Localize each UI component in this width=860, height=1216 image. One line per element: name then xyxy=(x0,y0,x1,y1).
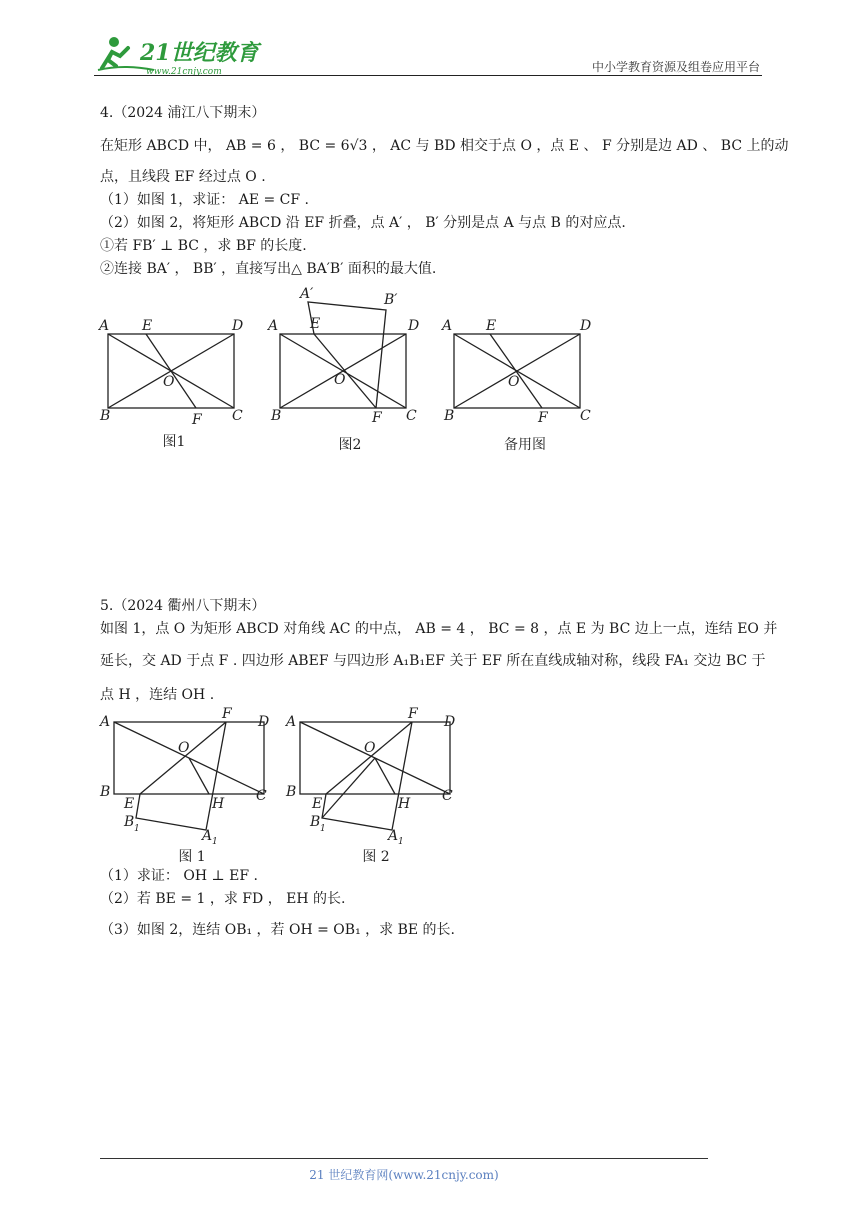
q5-fig2-label-d: D xyxy=(444,714,456,730)
q5-title: 5.（2024 衢州八下期末） xyxy=(100,598,266,614)
q5-fig1-label-e: E xyxy=(124,796,135,812)
fig1-label-f: F xyxy=(192,412,202,427)
q5-fig1-label-h: H xyxy=(212,796,225,812)
q4-line2: 点，且线段 EF 经过点 O . xyxy=(100,169,266,185)
q5-fig2-label-a: A xyxy=(286,714,297,730)
q5-fig1-label-b: B xyxy=(100,784,111,800)
q4-figures xyxy=(96,282,606,427)
q5-fig1-segment-ef xyxy=(140,722,226,794)
q4-fig3-caption: 备用图 xyxy=(504,437,546,453)
q5-fig1-label-a: A xyxy=(100,714,111,730)
q4-line1: 在矩形 ABCD 中， AB = 6 ， BC = 6√3 ， AC 与 BD 相交于点 O ，点 E 、 F 分别是边 AD 、 BC 上的动 xyxy=(100,138,789,154)
fig2-label-e: E xyxy=(310,316,321,332)
fig1-label-d: D xyxy=(232,318,244,334)
q5-figures xyxy=(96,704,476,844)
fig1-label-o: O xyxy=(163,374,175,390)
q5-fig1-label-a1: A xyxy=(202,828,213,844)
q5-line1: 如图 1，点 O 为矩形 ABCD 对角线 AC 的中点， AB = 4 ， BC = 8 ，点 E 为 BC 边上一点，连结 EO 并 xyxy=(100,621,778,637)
q5-fig2-caption: 图 2 xyxy=(362,849,390,865)
fig3-segment-ef xyxy=(490,334,542,408)
fig2-label-d: D xyxy=(408,318,420,334)
q5-line3: 点 H ，连结 OH . xyxy=(100,687,215,703)
fig3-label-c: C xyxy=(580,408,591,424)
fig3-label-a: A xyxy=(442,318,453,334)
q4-sub1: ①若 FB′ ⊥ BC ，求 BF 的长度. xyxy=(100,238,307,254)
q4-sub2: ②连接 BA′ ， BB′ ，直接写出△ BA′B′ 面积的最大值. xyxy=(100,261,437,277)
q4-fig2-caption: 图2 xyxy=(338,437,362,453)
q5-fig2-label-f: F xyxy=(408,706,418,722)
header-platform-text: 中小学教育资源及组卷应用平台 xyxy=(591,60,760,74)
q5-part3: （3）如图 2，连结 OB₁ ，若 OH = OB₁ ，求 BE 的长. xyxy=(100,922,455,938)
fig1-label-a: A xyxy=(99,318,110,334)
fig3-label-f: F xyxy=(538,410,548,426)
fig1-label-c: C xyxy=(232,408,243,424)
fig2-label-c: C xyxy=(406,408,417,424)
q5-fig1-label-f: F xyxy=(222,706,232,722)
q4-part2: （2）如图 2，将矩形 ABCD 沿 EF 折叠，点 A′ ， B′ 分别是点 A 与点 B 的对应点. xyxy=(100,215,626,231)
q5-fig2-label-a1-sub: 1 xyxy=(398,837,404,844)
fig3-label-b: B xyxy=(444,408,455,424)
fig2-label-a: A xyxy=(268,318,279,334)
q5-fig2-label-h: H xyxy=(398,796,411,812)
header-divider xyxy=(94,75,762,76)
q5-fig1-label-b1: B xyxy=(124,814,135,830)
q5-fig2-label-c: C xyxy=(442,788,453,804)
fig3-label-d: D xyxy=(580,318,592,334)
logo-text: 21世纪教育 xyxy=(140,40,259,66)
q5-fig1-label-o: O xyxy=(178,740,190,756)
q4-fig1-caption: 图1 xyxy=(162,434,186,450)
q5-fig1-label-b1-sub: 1 xyxy=(134,824,140,834)
footer-divider xyxy=(100,1158,708,1159)
q5-fig2-label-a1: A xyxy=(388,828,399,844)
fig1-label-b: B xyxy=(100,408,111,424)
q4-title: 4.（2024 浦江八下期末） xyxy=(100,105,266,121)
fig2-label-f: F xyxy=(372,410,382,426)
fig3-label-o: O xyxy=(508,374,520,390)
q5-fig1-label-a1-sub: 1 xyxy=(212,837,218,844)
fig1-label-e: E xyxy=(142,318,153,334)
footer-text: 21 世纪教育网(www.21cnjy.com) xyxy=(309,1168,499,1182)
q5-fig1-label-d: D xyxy=(258,714,270,730)
q5-fig2-label-b1: B xyxy=(310,814,321,830)
q5-fig2-folded-quad xyxy=(322,722,412,830)
logo-runner-icon xyxy=(94,30,264,80)
fig2-label-o: O xyxy=(334,372,346,388)
fig1-segment-ef xyxy=(146,334,196,408)
fig2-label-a-prime: A′ xyxy=(300,286,314,302)
fig2-label-b-prime: B′ xyxy=(384,292,398,308)
q5-fig2-segment-ef xyxy=(326,722,412,794)
site-logo xyxy=(94,30,264,80)
q5-fig2-segment-ob1 xyxy=(322,758,375,818)
q5-fig1-label-c: C xyxy=(256,788,267,804)
q5-line2: 延长，交 AD 于点 F . 四边形 ABEF 与四边形 A₁B₁EF 关于 EF 所在直线成轴对称，线段 FA₁ 交边 BC 于 xyxy=(100,653,766,669)
logo-subtext: www.21cnjy.com xyxy=(146,67,222,77)
q5-fig2-label-b1-sub: 1 xyxy=(320,824,326,834)
q5-fig2-label-o: O xyxy=(364,740,376,756)
fig2-label-b: B xyxy=(271,408,282,424)
q4-part1: （1）如图 1，求证： AE = CF . xyxy=(100,192,310,208)
q5-fig1-folded-quad xyxy=(136,722,226,830)
q5-part2: （2）若 BE = 1 ，求 FD ， EH 的长. xyxy=(100,891,346,907)
q5-fig2-label-b: B xyxy=(286,784,297,800)
q5-part1: （1）求证： OH ⊥ EF . xyxy=(100,868,258,884)
fig3-label-e: E xyxy=(486,318,497,334)
q5-fig1-caption: 图 1 xyxy=(178,849,206,865)
q5-fig2-label-e: E xyxy=(312,796,323,812)
fig2-segment-ef xyxy=(314,334,376,408)
